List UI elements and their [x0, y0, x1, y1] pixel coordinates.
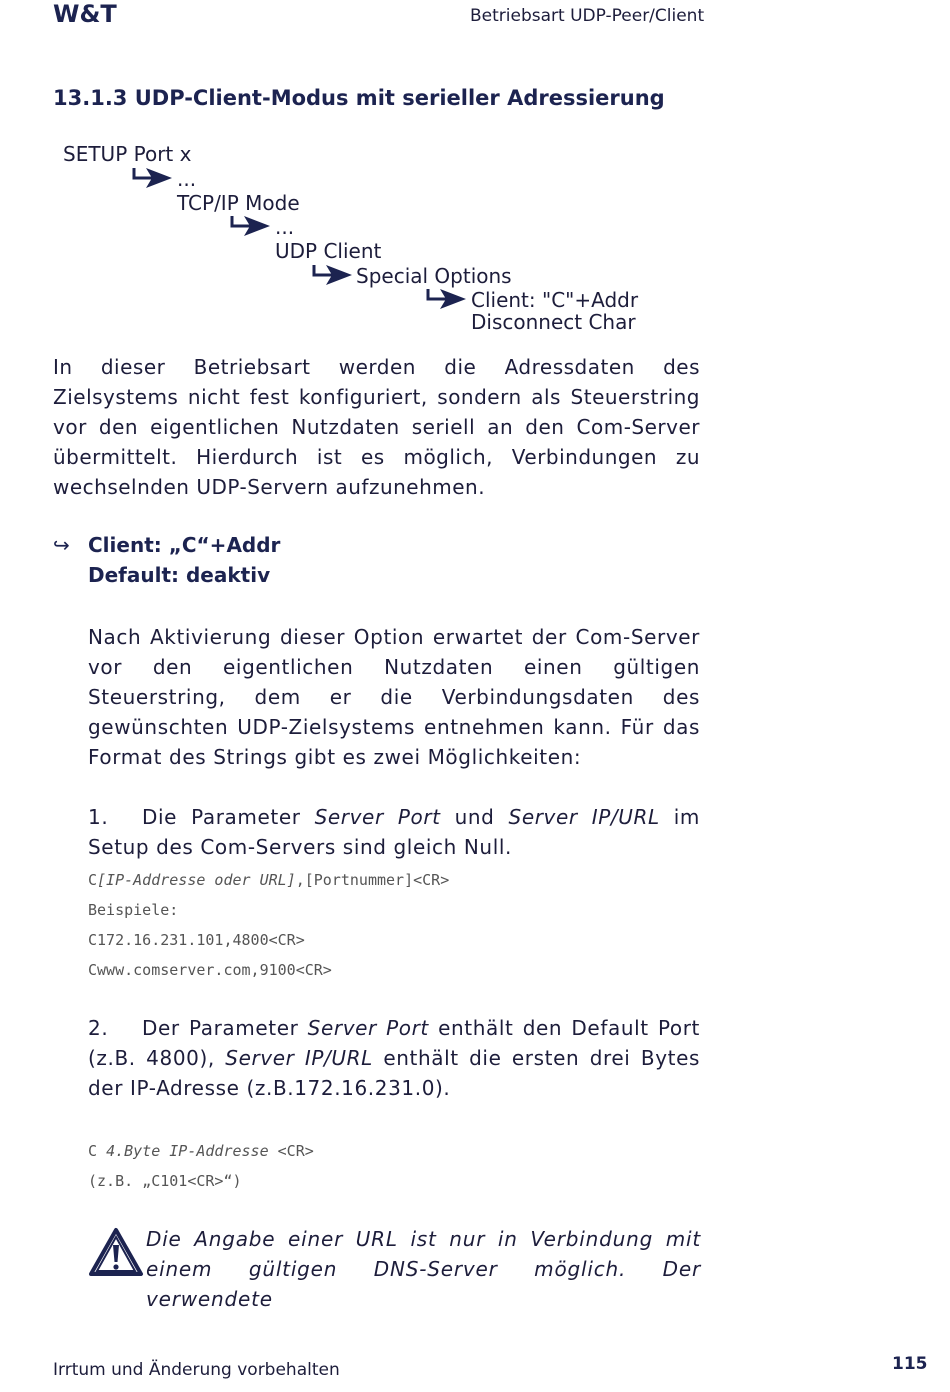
list-item-number: 2. — [88, 1016, 109, 1040]
menu-disconnect-char: Disconnect Char — [471, 310, 636, 334]
option-description: Nach Aktivierung dieser Option erwartet der Com-Server vor den eigentlichen Nutzdaten einen gültigen Steuerstring, dem er die Verbindungsdaten des gewünschten UDP-Zielsystems entnehmen kann. Für das Format des Strings gibt es zwei Möglichkeiten: — [88, 625, 700, 769]
param-server-port: Server Port — [307, 1016, 429, 1040]
menu-arrow-icon — [426, 287, 468, 311]
item-text: im Setup des Com-Servers sind gleich Null. — [88, 805, 701, 859]
param-server-port: Server Port — [314, 805, 441, 829]
intro-paragraph: In dieser Betriebsart werden die Adressdaten des Zielsystems nicht fest konfiguriert, sondern als Steuerstring vor den eigentlichen Nutzdaten seriell an den Com-Server übermittelt. Hierdurch ist es möglich, Verbindungen zu wechselnden UDP-Servern aufzunehmen. — [53, 355, 700, 499]
menu-tcpip-mode: TCP/IP Mode — [177, 191, 300, 215]
examples-label: Beispiele: — [88, 901, 179, 919]
running-header: Betriebsart UDP-Peer/Client — [470, 6, 705, 26]
option-default: Default: deaktiv — [88, 563, 271, 587]
menu-arrow-icon — [132, 166, 174, 190]
code-text: 4.Byte IP-Addresse — [106, 1142, 269, 1160]
menu-arrow-icon — [230, 214, 272, 238]
list-item-1 — [88, 802, 700, 862]
menu-client-c-addr: Client: "C"+Addr — [471, 288, 639, 312]
menu-arrow-icon — [312, 263, 354, 287]
code-text: C — [88, 871, 98, 889]
menu-udp-client: UDP Client — [275, 239, 382, 263]
code-example-2: Cwww.comserver.com,9100<CR> — [88, 961, 332, 979]
page-number: 115 — [892, 1354, 928, 1374]
code-text: , — [295, 871, 305, 889]
code-text: C — [88, 1142, 107, 1160]
section-title: 13.1.3 UDP-Client-Modus mit serieller Adressierung — [53, 86, 665, 110]
item-text: und — [440, 805, 509, 829]
brand-logo: W&T — [53, 0, 117, 28]
code-format-1 — [88, 871, 449, 889]
param-server-ip-url: Server IP/URL — [508, 805, 660, 829]
item-text: Der Parameter — [142, 1016, 308, 1040]
warning-triangle-icon — [88, 1227, 144, 1277]
code-example-1: C172.16.231.101,4800<CR> — [88, 931, 305, 949]
menu-root: SETUP Port x — [63, 142, 192, 166]
item-text: enthält die ersten drei Bytes der IP-Adresse (z.B.172.16.231.0). — [88, 1046, 701, 1100]
code-text: [Portnummer] — [304, 871, 414, 889]
option-bullet-icon: ↪ — [53, 533, 70, 557]
code-text: <CR> — [413, 871, 450, 889]
code-example-3: (z.B. „C101<CR>“) — [88, 1172, 242, 1190]
option-name: Client: „C“+Addr — [88, 533, 281, 557]
item-text: enthält den Default Port (z.B. 4800), — [88, 1016, 701, 1070]
warning-text: Die Angabe einer URL ist nur in Verbindung mit einem gültigen DNS-Server möglich. Der verwendete — [146, 1227, 701, 1311]
footer-note: Irrtum und Änderung vorbehalten — [53, 1360, 340, 1380]
menu-ellipsis: ... — [275, 215, 295, 239]
item-text: Die Parameter — [142, 805, 315, 829]
param-server-ip-url: Server IP/URL — [225, 1046, 373, 1070]
list-item-2 — [88, 1013, 700, 1103]
code-text: [IP-Addresse oder URL] — [97, 871, 296, 889]
list-item-number: 1. — [88, 805, 109, 829]
code-format-2 — [88, 1142, 314, 1160]
menu-ellipsis: ... — [177, 167, 197, 191]
code-text: <CR> — [268, 1142, 314, 1160]
menu-special-options: Special Options — [356, 264, 512, 288]
